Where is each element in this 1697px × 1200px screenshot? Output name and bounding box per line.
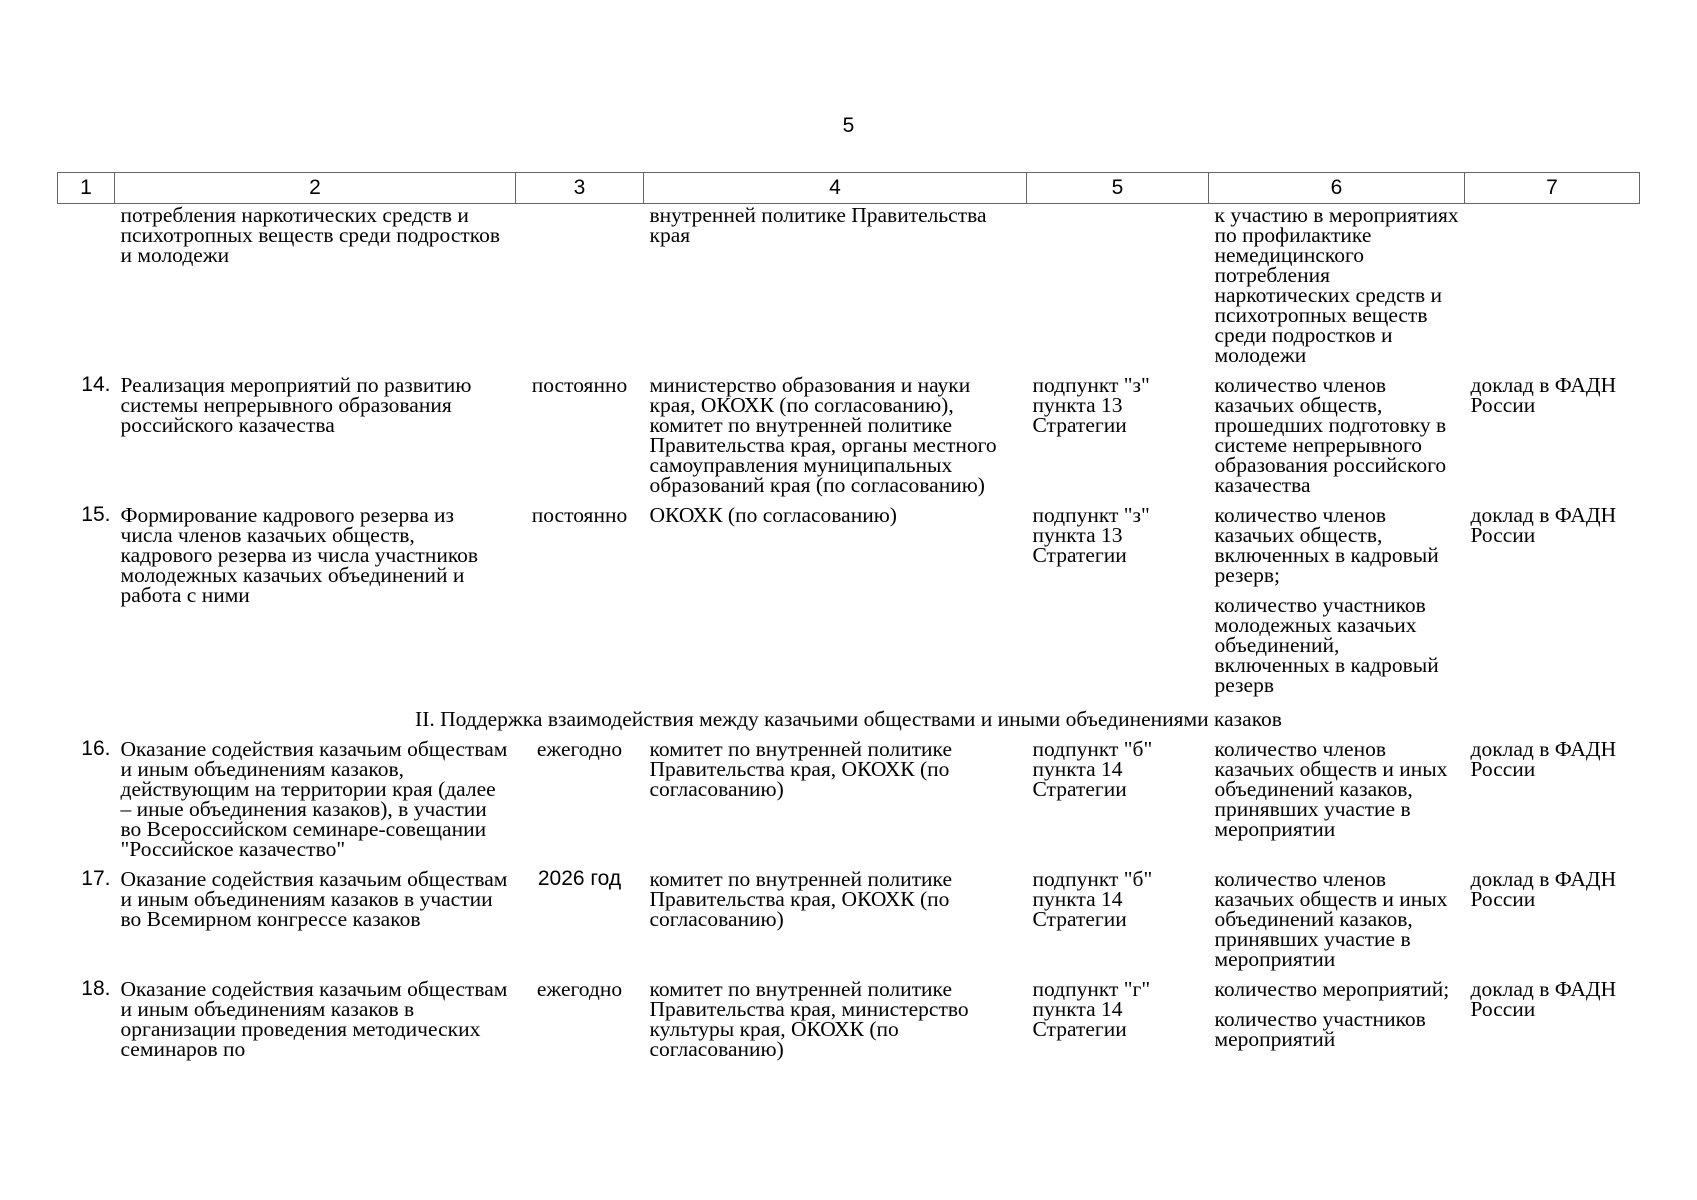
table-row [58,739,1640,869]
indicator-text: количество участников мероприятий [1214,1007,1426,1051]
row-number: 14. [81,373,111,396]
indicator-text: количество членов казачьих обществ и иных объединений казаков, принявших участие в мероприятии [1214,867,1448,971]
col-header-3: 3 [516,173,644,204]
executor-cell: министерство образования и науки края, ОКОХК (по согласованию), комитет по внутренней политике Правительства края, органы местного самоуправления муниципальных образований края (по согласованию) [649,373,997,497]
basis-cell: подпункт "б" пункта 14 Стратегии [1032,867,1153,931]
col-header-2: 2 [115,173,516,204]
executor-cell: комитет по внутренней политике Правительства края, ОКОХК (по согласованию) [649,867,953,931]
basis-cell: подпункт "г" пункта 14 Стратегии [1032,977,1151,1041]
activity-cell: Оказание содействия казачьим обществам и иным объединениям казаков, действующим на территории края (далее – иные объединения казаков), в участии во Всероссийском семинаре-совещании "Российское казачество" [120,737,508,861]
term-cell: 2026 год [537,867,622,890]
basis-cell [1027,204,1209,376]
indicator-cell [1209,505,1465,705]
row-number: 17. [81,867,111,890]
indicator-text: количество членов казачьих обществ, включенных в кадровый резерв; [1214,503,1439,587]
report-cell: доклад в ФАДН России [1470,867,1617,911]
term-cell [516,204,644,376]
table-row [58,505,1640,705]
report-cell: доклад в ФАДН России [1470,373,1617,417]
section-heading-row [58,705,1640,739]
column-numbers-header [58,173,1640,204]
page-number: 5 [842,114,855,137]
indicator-cell [1209,739,1465,869]
indicator-text: количество участников молодежных казачьих объединений, включенных в кадровый резерв [1214,593,1439,697]
basis-cell: подпункт "б" пункта 14 Стратегии [1032,737,1153,801]
section-title: II. Поддержка взаимодействия между казачьими обществами и иными объединениями казаков [415,707,1282,731]
term-cell: ежегодно [536,737,623,761]
basis-cell: подпункт "з" пункта 13 Стратегии [1032,373,1150,437]
col-header-1: 1 [58,173,115,204]
indicator-text: количество мероприятий; [1214,977,1450,1001]
term-cell: постоянно [531,373,628,397]
col-header-6: 6 [1209,173,1465,204]
report-cell: доклад в ФАДН России [1470,737,1617,781]
measures-table [57,172,1640,1069]
indicator-cell [1209,869,1465,979]
table-row [58,375,1640,505]
activity-cell: Формирование кадрового резерва из числа членов казачьих обществ, кадрового резерва из числа участников молодежных казачьих объединений и работа с ними [120,503,479,607]
report-cell: доклад в ФАДН России [1470,503,1617,547]
executor-cell: внутренней политике Правительства края [649,203,987,247]
row-number [58,204,115,376]
indicator-cell [1209,979,1465,1069]
table-row [58,204,1640,376]
term-cell: постоянно [531,503,628,527]
indicator-cell [1209,375,1465,505]
activity-cell: Оказание содействия казачьим обществам и иным объединениям казаков в участии во Всемирном конгрессе казаков [120,867,508,931]
row-number: 15. [81,503,111,526]
indicator-cell [1209,204,1465,376]
col-header-4: 4 [644,173,1027,204]
activity-cell: потребления наркотических средств и психотропных веществ среди подростков и молодежи [120,203,501,267]
executor-cell: ОКОХК (по согласованию) [649,503,897,527]
row-number: 18. [81,977,111,1000]
report-cell: доклад в ФАДН России [1470,977,1617,1021]
executor-cell: комитет по внутренней политике Правительства края, министерство культуры края, ОКОХК (по согласованию) [649,977,969,1061]
table-row [58,979,1640,1069]
report-cell [1465,204,1640,376]
col-header-7: 7 [1465,173,1640,204]
indicator-text: количество членов казачьих обществ, прошедших подготовку в системе непрерывного образования российского казачества [1214,373,1447,497]
activity-cell: Оказание содействия казачьим обществам и иным объединениям казаков в организации проведения методических семинаров по [120,977,508,1061]
activity-cell: Реализация мероприятий по развитию системы непрерывного образования российского казачества [120,373,472,437]
basis-cell: подпункт "з" пункта 13 Стратегии [1032,503,1150,567]
col-header-5: 5 [1027,173,1209,204]
indicator-text: количество членов казачьих обществ и иных объединений казаков, принявших участие в мероприятии [1214,737,1448,841]
indicator-text: к участию в мероприятиях по профилактике немедицинского потребления наркотических средств и психотропных веществ среди подростков и молодежи [1214,203,1459,367]
executor-cell: комитет по внутренней политике Правительства края, ОКОХК (по согласованию) [649,737,953,801]
term-cell: ежегодно [536,977,623,1001]
row-number: 16. [81,737,111,760]
table-row [58,869,1640,979]
